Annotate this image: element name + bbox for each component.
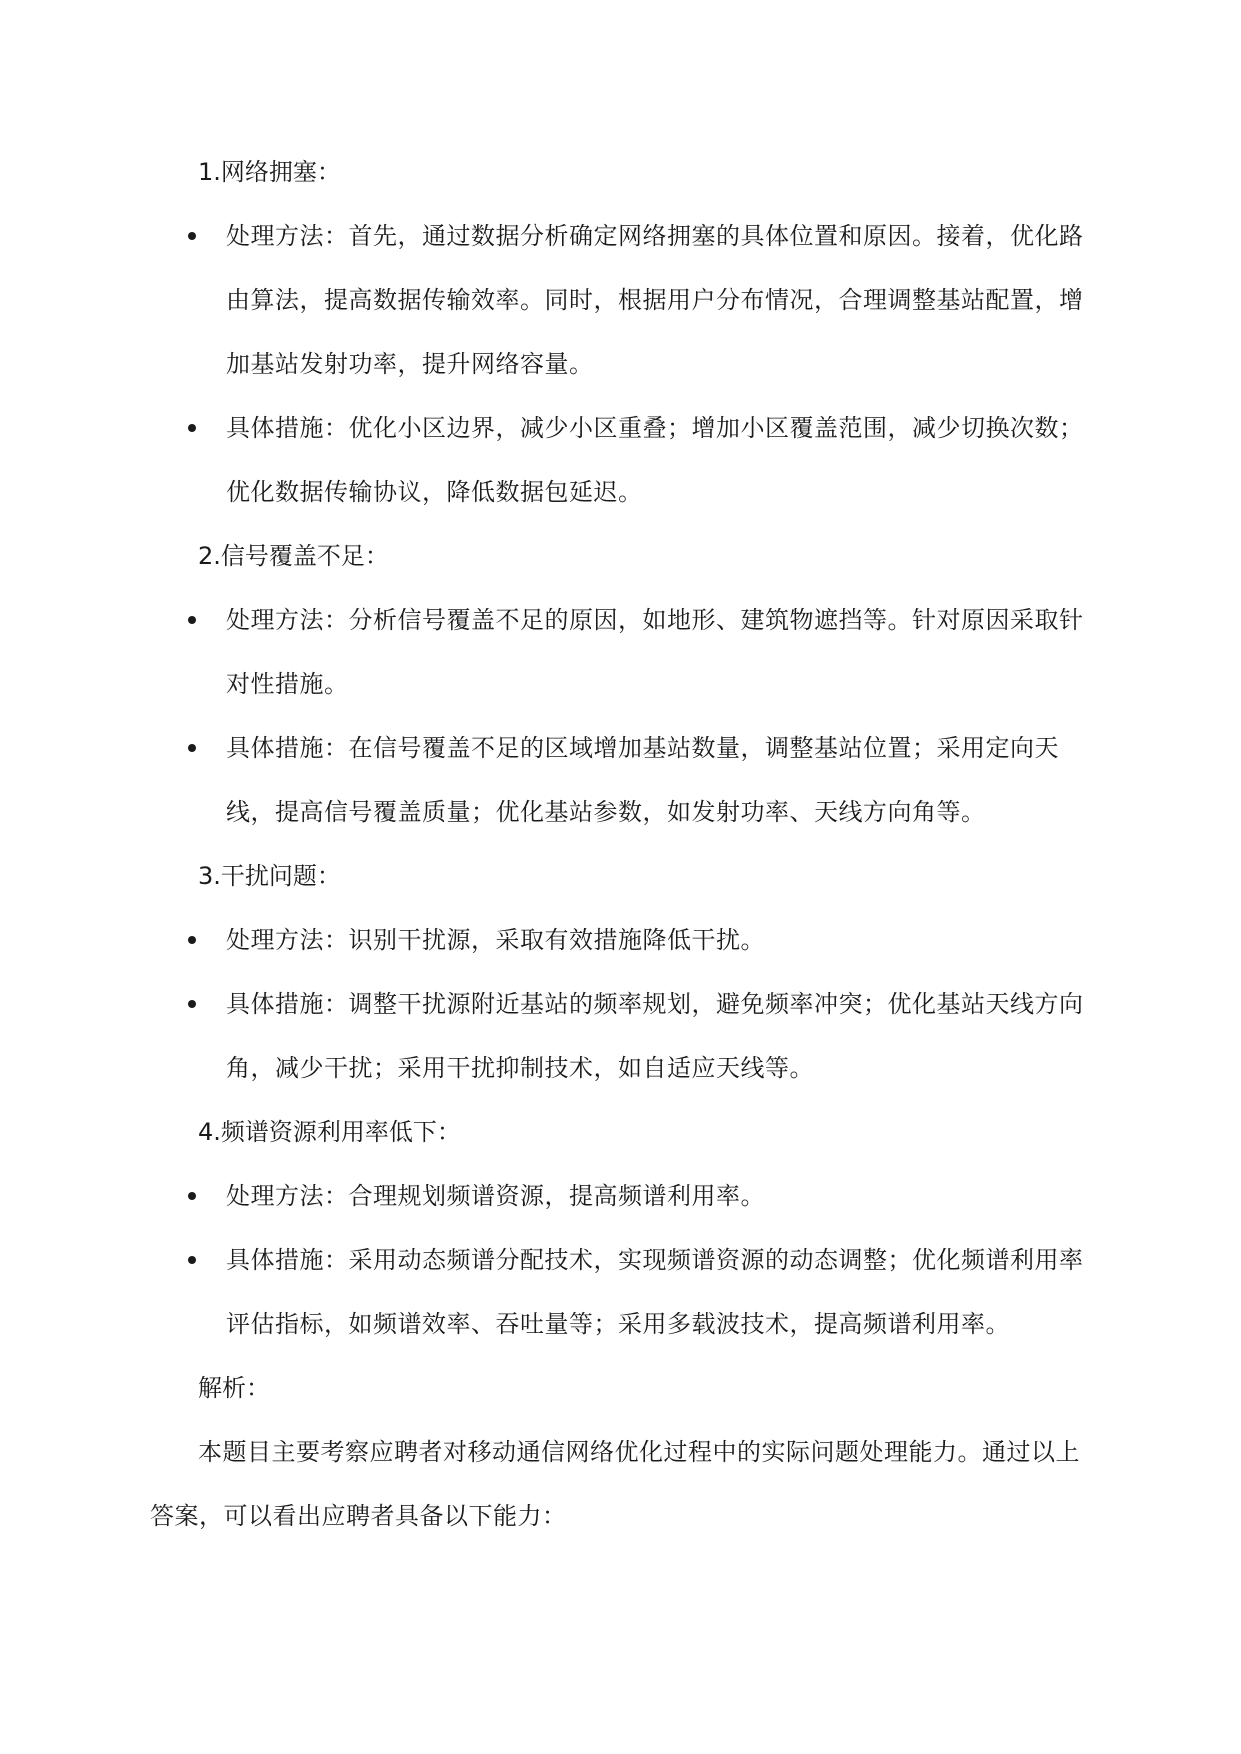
bullet-text: 具体措施：在信号覆盖不足的区域增加基站数量，调整基站位置；采用定向天线，提高信号覆盖质量；优化基站参数，如发射功率、天线方向角等。 (226, 734, 1059, 826)
analysis-label: 解析： (198, 1374, 270, 1402)
list-item (150, 588, 1090, 716)
list-item (150, 1164, 1090, 1228)
bullet-list (150, 204, 1090, 524)
bullet-text: 具体措施：优化小区边界，减少小区重叠；增加小区覆盖范围，减少切换次数；优化数据传输协议，降低数据包延迟。 (226, 414, 1084, 506)
bullet-list (150, 908, 1090, 1100)
list-item (150, 908, 1090, 972)
section-heading: 2.信号覆盖不足： (198, 542, 389, 570)
bullet-text: 处理方法：首先，通过数据分析确定网络拥塞的具体位置和原因。接着，优化路由算法，提高数据传输效率。同时，根据用户分布情况，合理调整基站配置，增加基站发射功率，提升网络容量。 (226, 222, 1084, 378)
bullet-text: 处理方法：识别干扰源，采取有效措施降低干扰。 (226, 926, 765, 954)
bullet-dot-icon (188, 936, 196, 944)
list-item (150, 396, 1090, 524)
list-item (150, 1228, 1090, 1356)
section-heading: 1.网络拥塞： (198, 158, 341, 186)
analysis-paragraph: 本题目主要考察应聘者对移动通信网络优化过程中的实际问题处理能力。通过以上答案，可以看出应聘者具备以下能力： (150, 1438, 1080, 1530)
bullet-text: 具体措施：调整干扰源附近基站的频率规划，避免频率冲突；优化基站天线方向角，减少干扰；采用干扰抑制技术，如自适应天线等。 (226, 990, 1084, 1082)
bullet-dot-icon (188, 1000, 196, 1008)
document-content (150, 140, 1090, 1548)
list-item (150, 972, 1090, 1100)
list-item (150, 204, 1090, 396)
section-heading: 4.频谱资源利用率低下： (198, 1118, 461, 1146)
bullet-dot-icon (188, 1256, 196, 1264)
bullet-text: 处理方法：分析信号覆盖不足的原因，如地形、建筑物遮挡等。针对原因采取针对性措施。 (226, 606, 1084, 698)
bullet-dot-icon (188, 424, 196, 432)
bullet-list (150, 588, 1090, 844)
list-item (150, 716, 1090, 844)
section-heading: 3.干扰问题： (198, 862, 341, 890)
bullet-dot-icon (188, 1192, 196, 1200)
bullet-dot-icon (188, 232, 196, 240)
bullet-list (150, 1164, 1090, 1356)
bullet-text: 具体措施：采用动态频谱分配技术，实现频谱资源的动态调整；优化频谱利用率评估指标，如频谱效率、吞吐量等；采用多载波技术，提高频谱利用率。 (226, 1246, 1084, 1338)
bullet-dot-icon (188, 616, 196, 624)
bullet-text: 处理方法：合理规划频谱资源，提高频谱利用率。 (226, 1182, 765, 1210)
bullet-dot-icon (188, 744, 196, 752)
